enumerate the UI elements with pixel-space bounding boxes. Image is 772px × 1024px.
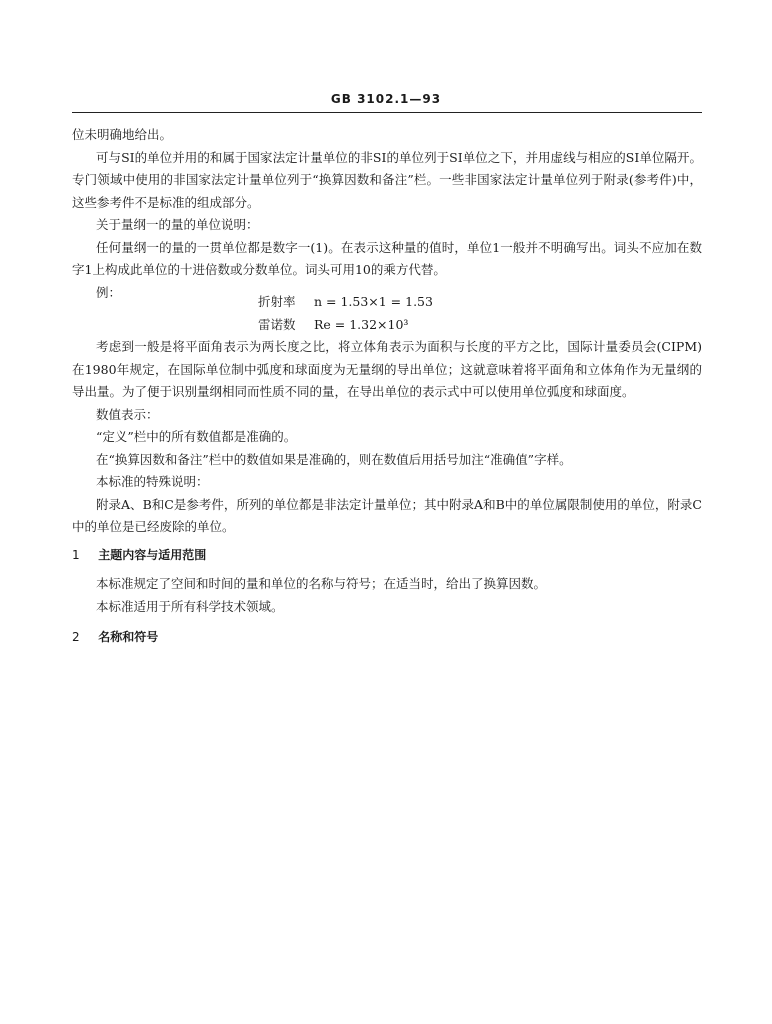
example-expression: Re = 1.32×10³ <box>313 317 409 332</box>
example-reynolds-number <box>258 315 408 333</box>
example-refractive-index <box>258 292 433 310</box>
section-title: 主题内容与适用范围 <box>98 548 207 562</box>
paragraph-conversion-values: 在“换算因数和备注”栏中的数值如果是准确的，则在数值后用括号加注“准确值”字样。 <box>96 451 572 467</box>
paragraph-continuation: 位未明确地给出。 <box>72 127 173 142</box>
body-text-continued <box>72 336 702 539</box>
section-2-heading <box>72 628 158 645</box>
paragraph-special-notes: 本标准的特殊说明： <box>96 474 209 489</box>
paragraph-plane-angle: 考虑到一般是将平面角表示为两长度之比，将立体角表示为面积与长度的平方之比，国际计量委员会(CIPM)在1980年规定，在国际单位制中弧度和球面度为无量纲的导出单位；这就意味着将平面角和立体角作为无量纲的导出量。为了便于识别量纲相同而性质不同的量，在导出单位的表示式中可以使用单位弧度和球面度。 <box>72 339 702 399</box>
header-rule <box>72 112 702 113</box>
paragraph-definition-values: “定义”栏中的所有数值都是准确的。 <box>96 429 297 444</box>
paragraph-dimensionless-intro: 关于量纲一的量的单位说明： <box>96 217 259 232</box>
paragraph-appendices: 附录A、B和C是参考件，所列的单位都是非法定计量单位；其中附录A和B中的单位属限制使用的单位，附录C中的单位是已经废除的单位。 <box>72 496 702 534</box>
standard-code-header: GB 3102.1—93 <box>330 92 442 106</box>
section-number: 2 <box>72 630 80 644</box>
paragraph-dimensionless-rule: 任何量纲一的量的一贯单位都是数字一(1)。在表示这种量的值时，单位1一般并不明确写出。词头不应加在数字1上构成此单位的十进倍数或分数单位。词头可用10的乘方代替。 <box>72 239 702 277</box>
paragraph-si-units: 可与SI的单位并用的和属于国家法定计量单位的非SI的单位列于SI单位之下，并用虚线与相应的SI单位隔开。专门领域中使用的非国家法定计量单位列于“换算因数和备注”栏。一些非国家法定计量单位列于附录(参考件)中，这些参考件不是标准的组成部分。 <box>72 149 702 210</box>
section-title: 名称和符号 <box>98 630 159 644</box>
example-label: 雷诺数 <box>258 317 296 332</box>
section-1-body <box>72 573 702 618</box>
paragraph-applicability: 本标准适用于所有科学技术领域。 <box>96 598 284 614</box>
paragraph-example-label: 例： <box>96 284 122 300</box>
example-expression: n = 1.53×1 = 1.53 <box>313 294 433 309</box>
paragraph-scope: 本标准规定了空间和时间的量和单位的名称与符号；在适当时，给出了换算因数。 <box>96 576 547 591</box>
section-number: 1 <box>72 548 80 562</box>
body-text <box>72 124 702 304</box>
paragraph-numeric-values: 数值表示： <box>96 406 159 422</box>
example-label: 折射率 <box>258 294 296 309</box>
section-1-heading <box>72 546 206 563</box>
